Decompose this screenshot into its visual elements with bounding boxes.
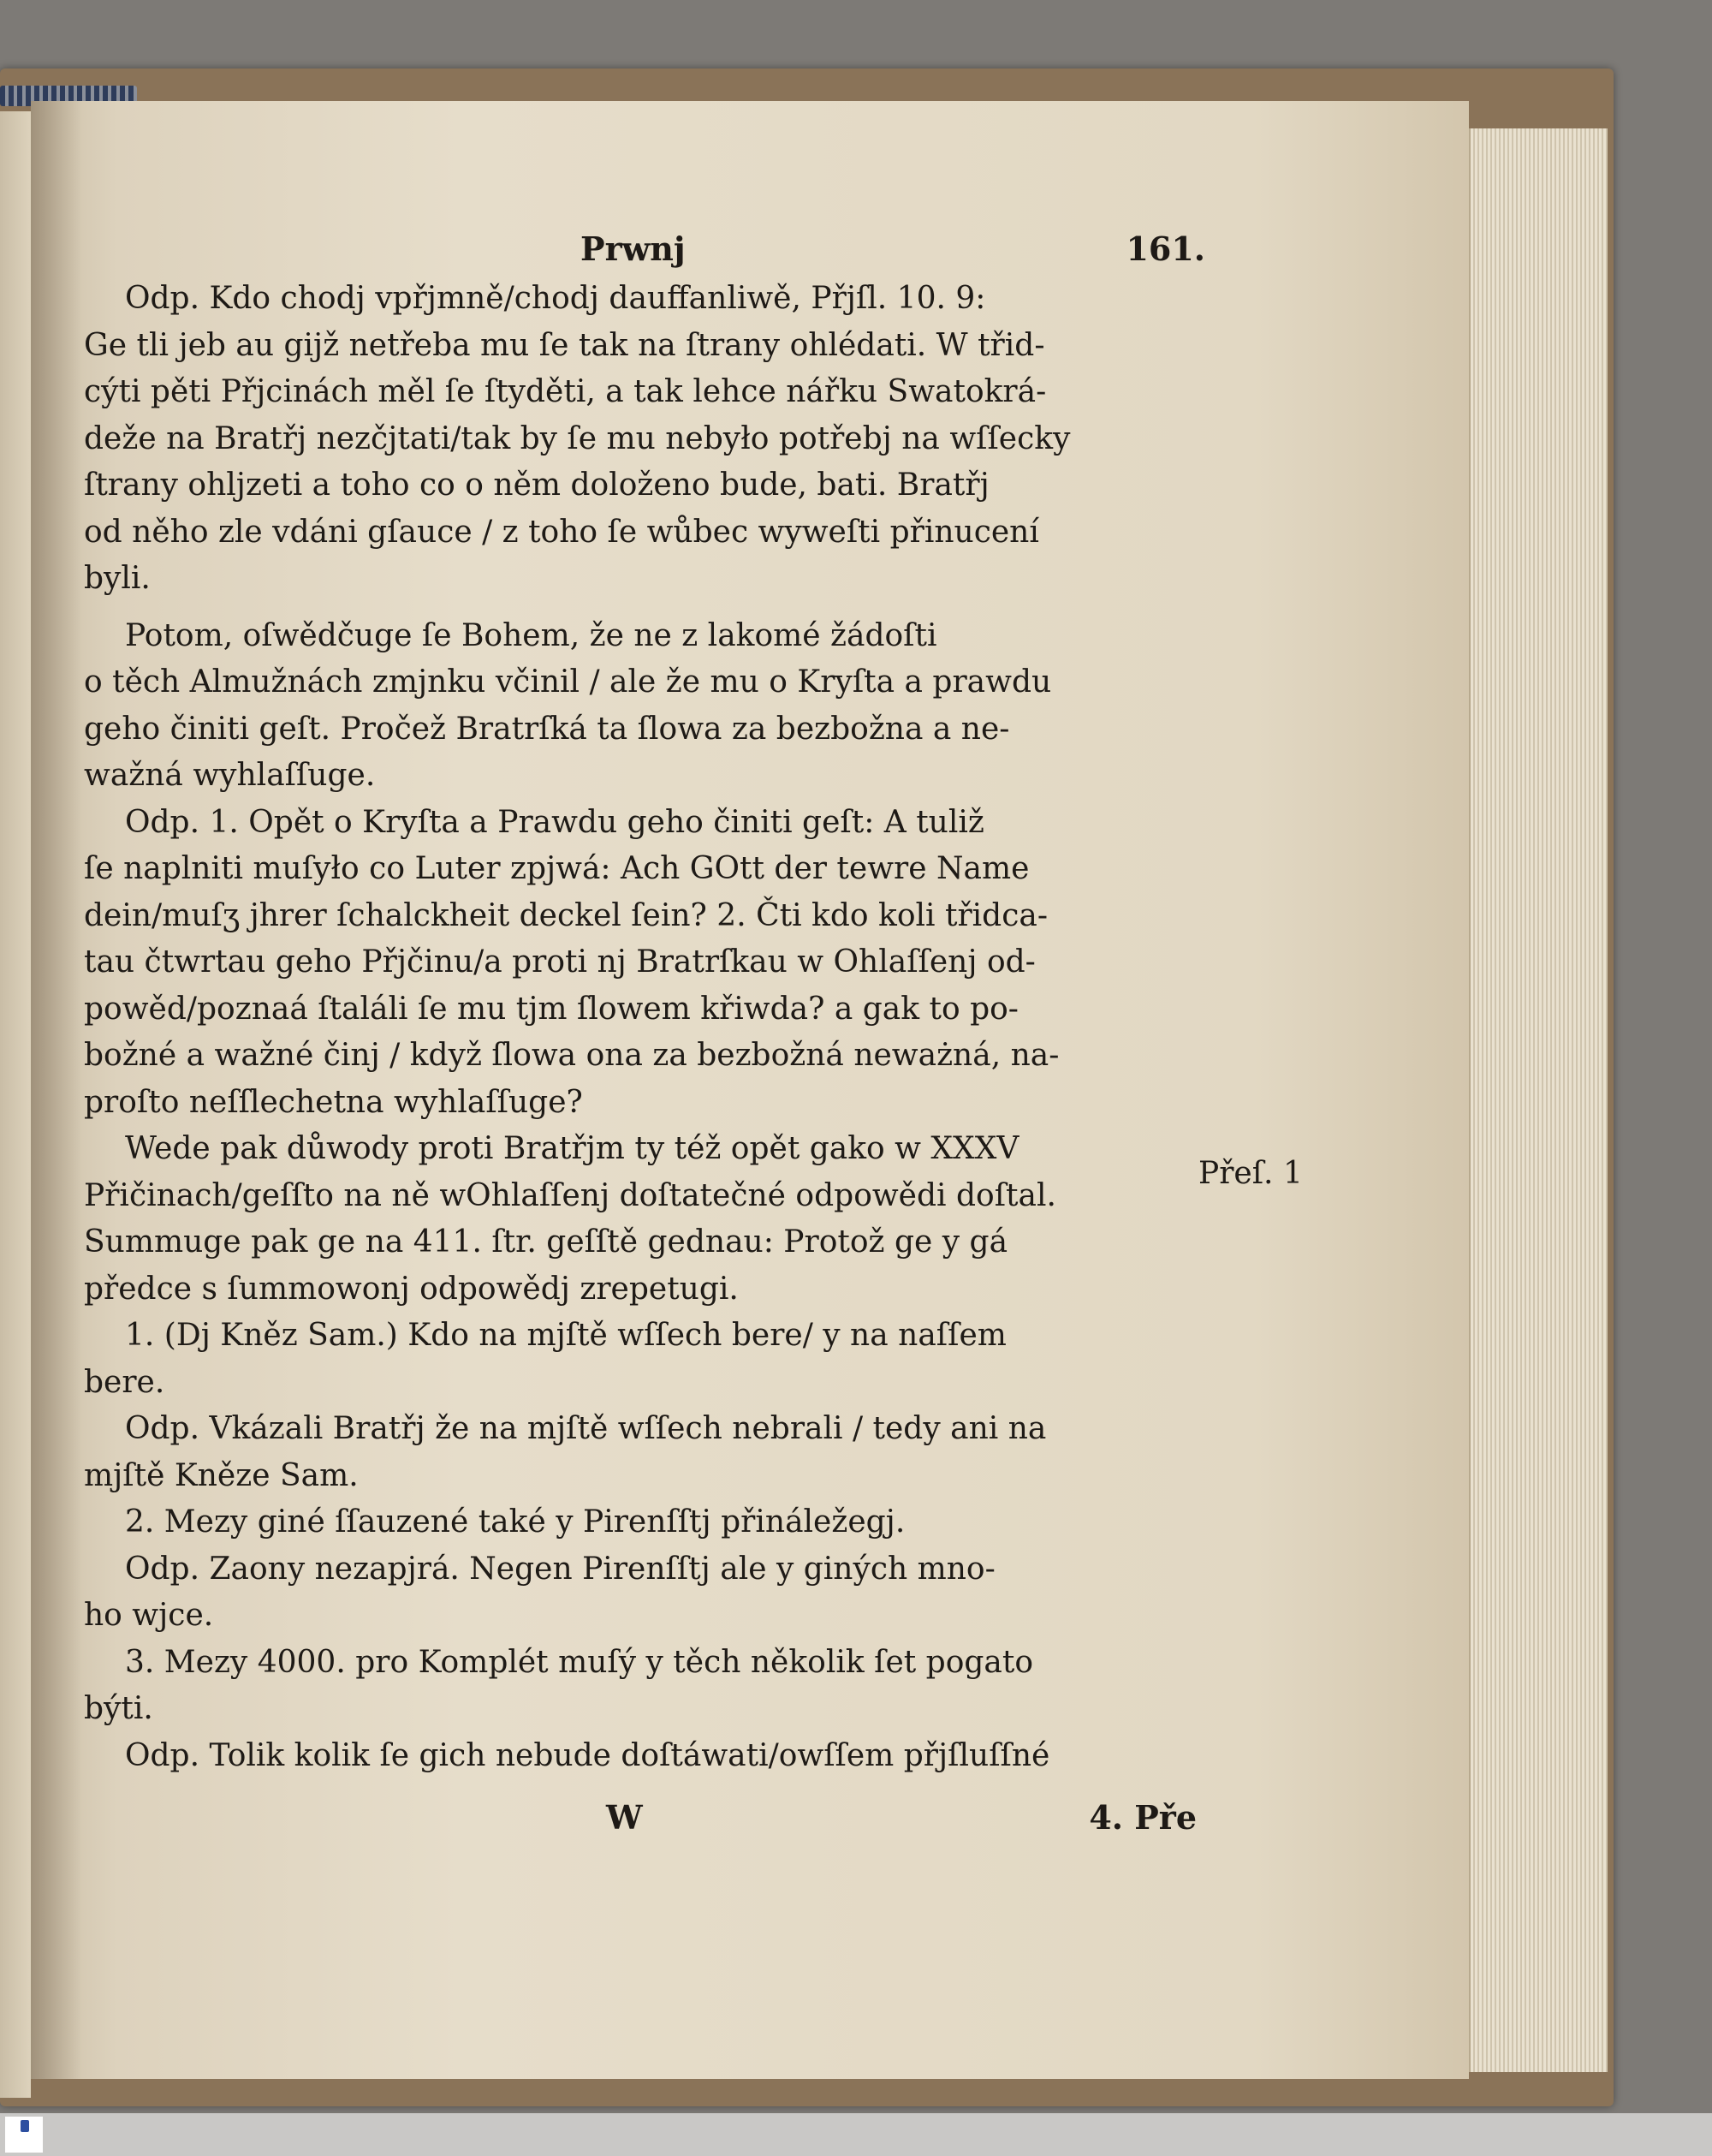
text-line: wažná wyhlaſſuge.: [84, 758, 376, 793]
text-line: proſto neſſlechetna wyhlaſſuge?: [84, 1084, 583, 1120]
left-page-edge: [0, 111, 31, 2098]
text-line: mjſtě Kněze Sam.: [84, 1457, 359, 1493]
text-line: Wede pak důwody proti Bratřjm ty též opět gako w XXXV: [125, 1131, 1019, 1166]
text-line: 3. Mezy 4000. pro Komplét muſý y těch několik ſet pogato: [125, 1644, 1034, 1680]
text-line: 2. Mezy giné ſſauzené také y Pirenſſtj přináležegj.: [125, 1504, 906, 1540]
running-title: Prwnj: [580, 229, 686, 268]
signature-mark: W: [606, 1798, 643, 1837]
text-line: 1. (Dj Kněz Sam.) Kdo na mjſtě wſſech bere/ y na naſſem: [125, 1318, 1007, 1353]
gutter-shadow: [31, 101, 82, 2079]
text-line: deže na Bratřj nezčjtati/tak by ſe mu nebyło potřebj na wſſecky: [84, 420, 1071, 456]
page-edges: [1469, 128, 1608, 2072]
text-line: Summuge pak ge na 411. ſtr. geſſtě gednau: Protož ge y gá: [84, 1224, 1008, 1260]
text-line: ho wjce.: [84, 1598, 214, 1633]
text-line: ſe naplniti muſyło co Luter zpjwá: Ach GOtt der tewre Name: [84, 851, 1030, 886]
text-line: ſtrany ohljzeti a toho co o něm doloženo bude, bati. Bratřj: [84, 468, 990, 503]
text-line: Odp. Vkázali Bratřj že na mjſtě wſſech nebrali / tedy ani na: [125, 1411, 1047, 1446]
running-header: [84, 229, 1205, 274]
text-line: geho činiti geſt. Pročež Bratrſká ta ſlowa za bezbožna a ne-: [84, 711, 1010, 747]
text-line: bere.: [84, 1364, 165, 1400]
text-line: předce s ſummowonj odpowědj zrepetugi.: [84, 1271, 739, 1307]
body-text: [84, 276, 1205, 1779]
viewer-bottom-bar: [0, 2113, 1712, 2156]
text-line: Odp. 1. Opět o Kryſta a Prawdu geho činiti geſt: A tuliž: [125, 804, 984, 840]
catchword: 4. Pře: [1089, 1798, 1197, 1837]
text-line: božné a wažné činj / když ſlowa ona za bezbožná neważná, na-: [84, 1038, 1060, 1073]
text-line: býti.: [84, 1691, 153, 1726]
marginal-note: Přeſ. 1: [1198, 1156, 1303, 1191]
text-line: Odp. Kdo chodj vpřjmně/chodj dauffanliwě, Přjſl. 10. 9:: [125, 281, 986, 316]
text-line: dein/muſʒ jhrer ſchalckheit deckel ſein? 2. Čti kdo koli třidca-: [84, 897, 1049, 933]
page-number: 161.: [1126, 229, 1205, 268]
text-line: od něho zle vdáni gſauce / z toho ſe wůbec wyweſti přinucení: [84, 514, 1039, 550]
text-line: tau čtwrtau geho Přjčinu/a proti nj Bratrſkau w Ohlaſſenj od-: [84, 944, 1036, 980]
text-line: byli.: [84, 561, 151, 596]
library-logo-icon: [5, 2117, 43, 2153]
text-line: Ge tli jeb au gijž netřeba mu ſe tak na ſtrany ohlédati. W třid-: [84, 327, 1045, 363]
text-line: cýti pěti Přjcinách měl ſe ſtyděti, a tak lehce nářku Swatokrá-: [84, 374, 1047, 409]
text-line: Odp. Zaony nezapjrá. Negen Pirenſſtj ale y giných mno-: [125, 1551, 996, 1587]
text-line: powěd/poznaá ſtaláli ſe mu tjm ſlowem křiwda? a gak to po-: [84, 991, 1019, 1027]
text-line: Odp. Tolik kolik ſe gich nebude doſtáwati/owſſem přjſluſſné: [125, 1737, 1050, 1773]
library-emblem-icon: [21, 2120, 29, 2132]
page-footer: [84, 1798, 1205, 1846]
text-line: Přičinach/geſſto na ně wOhlaſſenj doſtatečné odpowědi doſtal.: [84, 1177, 1056, 1213]
text-line: o těch Almužnách zmjnku včinil / ale že mu o Kryſta a prawdu: [84, 664, 1052, 700]
text-line: Potom, oſwědčuge ſe Bohem, že ne z lakomé žádoſti: [125, 617, 937, 653]
